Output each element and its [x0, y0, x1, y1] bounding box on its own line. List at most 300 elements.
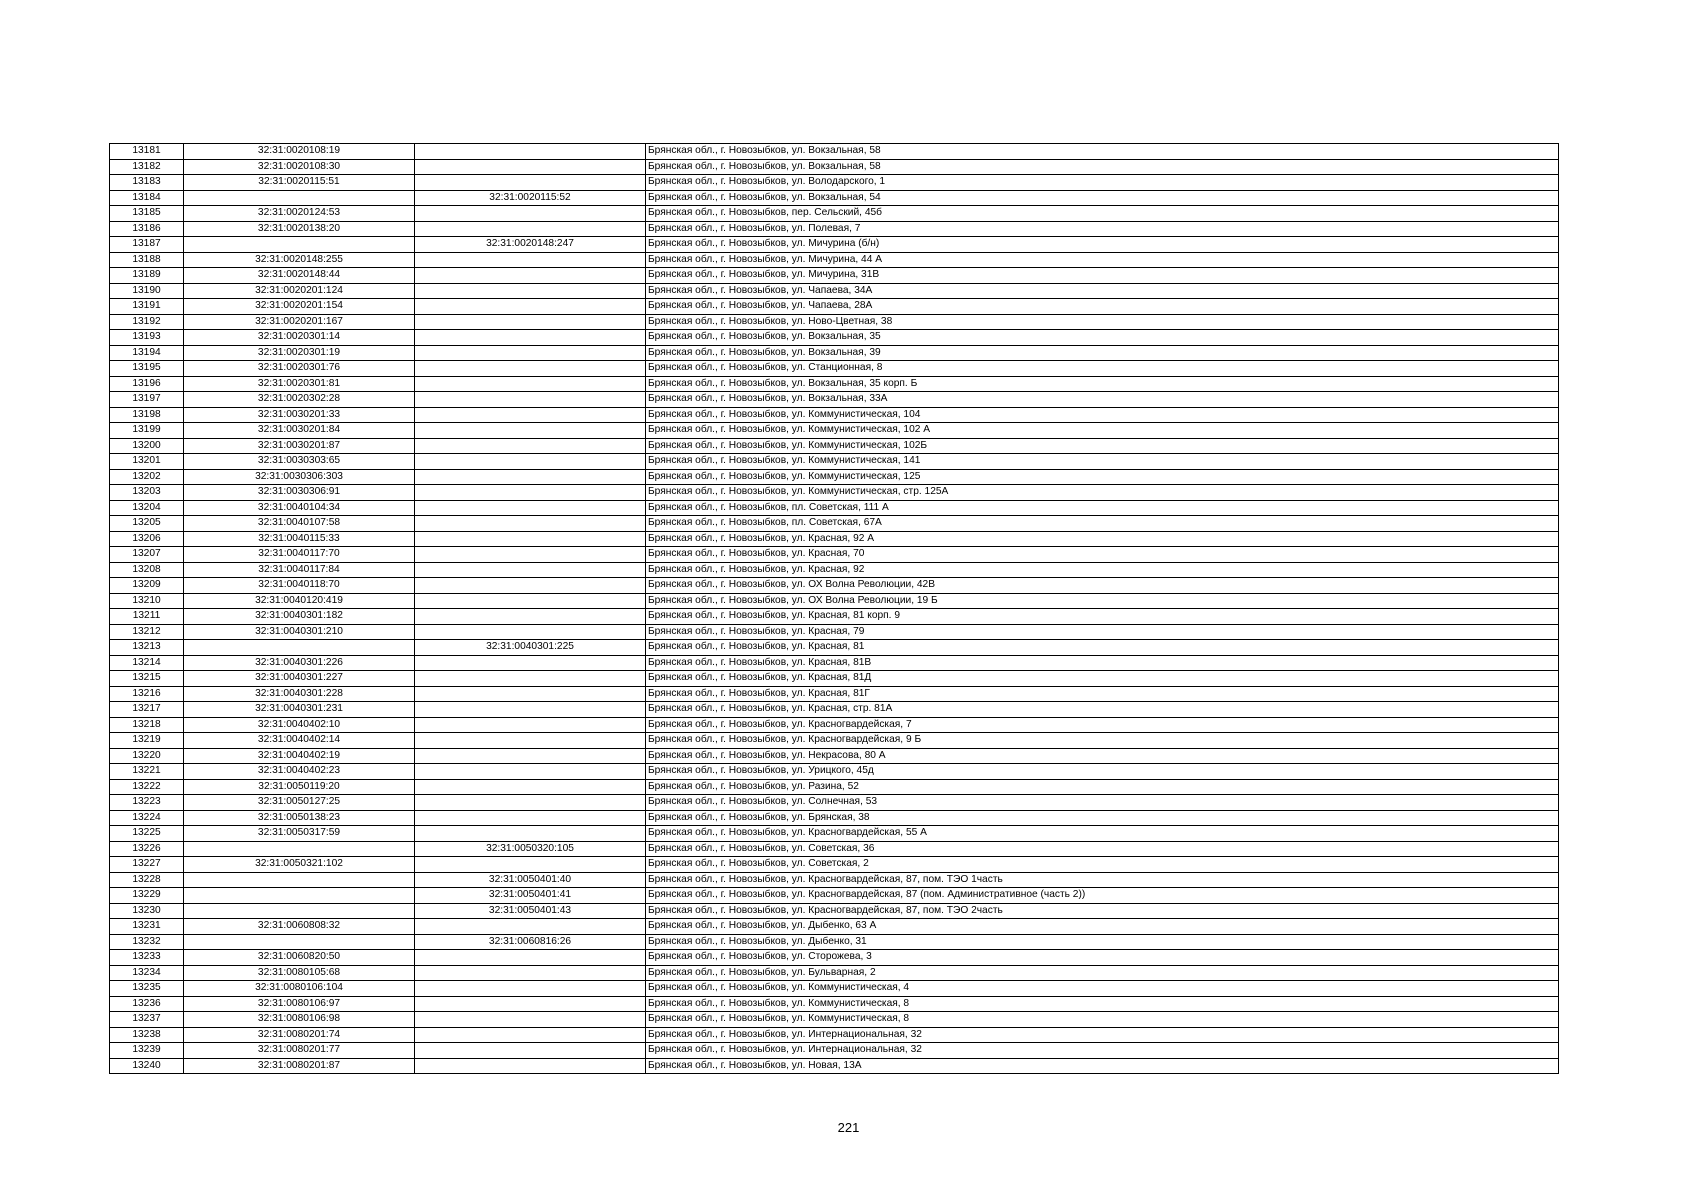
address-cell: Брянская обл., г. Новозыбков, ул. Вокзальная, 54 — [646, 190, 1559, 206]
cadastral-number-alt-cell — [415, 779, 646, 795]
cadastral-number-cell: 32:31:0040115:33 — [184, 531, 415, 547]
row-number-cell: 13232 — [110, 934, 184, 950]
row-number-cell: 13217 — [110, 702, 184, 718]
address-cell: Брянская обл., г. Новозыбков, ул. Вокзальная, 35 — [646, 330, 1559, 346]
address-cell: Брянская обл., г. Новозыбков, ул. Чапаева, 34А — [646, 283, 1559, 299]
row-number-cell: 13186 — [110, 221, 184, 237]
row-number-cell: 13197 — [110, 392, 184, 408]
cadastral-number-cell: 32:31:0020138:20 — [184, 221, 415, 237]
cadastral-number-cell: 32:31:0020108:19 — [184, 144, 415, 160]
cadastral-number-cell: 32:31:0040301:210 — [184, 624, 415, 640]
address-cell: Брянская обл., г. Новозыбков, ул. Интернациональная, 32 — [646, 1027, 1559, 1043]
cadastral-number-cell: 32:31:0060808:32 — [184, 919, 415, 935]
cadastral-number-cell: 32:31:0030303:65 — [184, 454, 415, 470]
cadastral-number-cell — [184, 888, 415, 904]
table-row — [110, 438, 1559, 454]
address-cell: Брянская обл., г. Новозыбков, ул. Чапаева, 28А — [646, 299, 1559, 315]
cadastral-number-cell: 32:31:0020301:14 — [184, 330, 415, 346]
cadastral-number-alt-cell — [415, 686, 646, 702]
cadastral-number-cell: 32:31:0020124:53 — [184, 206, 415, 222]
row-number-cell: 13211 — [110, 609, 184, 625]
cadastral-number-alt-cell — [415, 810, 646, 826]
address-cell: Брянская обл., г. Новозыбков, ул. Вокзальная, 33А — [646, 392, 1559, 408]
address-cell: Брянская обл., г. Новозыбков, ул. Красная, 81 — [646, 640, 1559, 656]
cadastral-number-alt-cell — [415, 702, 646, 718]
cadastral-number-alt-cell — [415, 1012, 646, 1028]
cadastral-number-alt-cell — [415, 1043, 646, 1059]
address-cell: Брянская обл., г. Новозыбков, ул. Дыбенко, 31 — [646, 934, 1559, 950]
cadastral-number-alt-cell — [415, 531, 646, 547]
cadastral-number-cell — [184, 903, 415, 919]
table-row — [110, 268, 1559, 284]
address-cell: Брянская обл., г. Новозыбков, ул. Коммунистическая, стр. 125А — [646, 485, 1559, 501]
address-cell: Брянская обл., г. Новозыбков, ул. Мичурина (б/н) — [646, 237, 1559, 253]
address-cell: Брянская обл., г. Новозыбков, ул. Вокзальная, 58 — [646, 144, 1559, 160]
table-row — [110, 919, 1559, 935]
table-body — [110, 144, 1559, 1074]
address-cell: Брянская обл., г. Новозыбков, ул. Коммунистическая, 125 — [646, 469, 1559, 485]
table-row — [110, 578, 1559, 594]
table-row — [110, 609, 1559, 625]
row-number-cell: 13194 — [110, 345, 184, 361]
address-cell: Брянская обл., г. Новозыбков, ул. Мичурина, 31В — [646, 268, 1559, 284]
table-row — [110, 764, 1559, 780]
address-cell: Брянская обл., г. Новозыбков, ул. Красная, 81Г — [646, 686, 1559, 702]
cadastral-number-alt-cell — [415, 717, 646, 733]
table-row — [110, 206, 1559, 222]
cadastral-number-alt-cell — [415, 330, 646, 346]
table-row — [110, 934, 1559, 950]
table-row — [110, 795, 1559, 811]
row-number-cell: 13193 — [110, 330, 184, 346]
cadastral-number-alt-cell: 32:31:0050401:40 — [415, 872, 646, 888]
row-number-cell: 13219 — [110, 733, 184, 749]
table-row — [110, 810, 1559, 826]
cadastral-number-alt-cell — [415, 516, 646, 532]
row-number-cell: 13227 — [110, 857, 184, 873]
cadastral-number-alt-cell — [415, 965, 646, 981]
row-number-cell: 13235 — [110, 981, 184, 997]
table-row — [110, 841, 1559, 857]
cadastral-number-cell: 32:31:0050321:102 — [184, 857, 415, 873]
row-number-cell: 13198 — [110, 407, 184, 423]
cadastral-number-alt-cell — [415, 996, 646, 1012]
table-row — [110, 717, 1559, 733]
row-number-cell: 13240 — [110, 1058, 184, 1074]
cadastral-number-cell: 32:31:0020201:154 — [184, 299, 415, 315]
table-row — [110, 485, 1559, 501]
cadastral-number-cell: 32:31:0040301:231 — [184, 702, 415, 718]
table-row — [110, 376, 1559, 392]
address-cell: Брянская обл., г. Новозыбков, ул. Коммунистическая, 8 — [646, 1012, 1559, 1028]
cadastral-number-cell: 32:31:0030306:303 — [184, 469, 415, 485]
address-cell: Брянская обл., г. Новозыбков, ул. Солнечная, 53 — [646, 795, 1559, 811]
cadastral-number-alt-cell — [415, 159, 646, 175]
cadastral-number-cell: 32:31:0040301:182 — [184, 609, 415, 625]
address-cell: Брянская обл., г. Новозыбков, ул. Коммунистическая, 104 — [646, 407, 1559, 423]
address-cell: Брянская обл., г. Новозыбков, ул. Володарского, 1 — [646, 175, 1559, 191]
table-row — [110, 159, 1559, 175]
row-number-cell: 13200 — [110, 438, 184, 454]
table-row — [110, 1043, 1559, 1059]
table-row — [110, 299, 1559, 315]
address-cell: Брянская обл., г. Новозыбков, ул. Красногвардейская, 55 А — [646, 826, 1559, 842]
cadastral-number-cell: 32:31:0020302:28 — [184, 392, 415, 408]
address-cell: Брянская обл., г. Новозыбков, ул. Ново-Цветная, 38 — [646, 314, 1559, 330]
table-row — [110, 454, 1559, 470]
table-row — [110, 547, 1559, 563]
cadastral-number-cell: 32:31:0040117:84 — [184, 562, 415, 578]
row-number-cell: 13202 — [110, 469, 184, 485]
address-cell: Брянская обл., г. Новозыбков, ул. Урицкого, 45д — [646, 764, 1559, 780]
address-cell: Брянская обл., г. Новозыбков, ул. Полевая, 7 — [646, 221, 1559, 237]
table-row — [110, 888, 1559, 904]
table-row — [110, 516, 1559, 532]
row-number-cell: 13230 — [110, 903, 184, 919]
cadastral-number-alt-cell — [415, 485, 646, 501]
table-row — [110, 283, 1559, 299]
row-number-cell: 13207 — [110, 547, 184, 563]
address-cell: Брянская обл., г. Новозыбков, ул. ОХ Волна Революции, 42В — [646, 578, 1559, 594]
cadastral-number-cell: 32:31:0060820:50 — [184, 950, 415, 966]
cadastral-number-cell: 32:31:0050317:59 — [184, 826, 415, 842]
address-cell: Брянская обл., г. Новозыбков, ул. Мичурина, 44 А — [646, 252, 1559, 268]
table-row — [110, 407, 1559, 423]
table-row — [110, 903, 1559, 919]
cadastral-number-cell: 32:31:0080106:104 — [184, 981, 415, 997]
address-cell: Брянская обл., г. Новозыбков, ул. ОХ Волна Революции, 19 Б — [646, 593, 1559, 609]
address-cell: Брянская обл., г. Новозыбков, ул. Красногвардейская, 87, пом. ТЭО 2часть — [646, 903, 1559, 919]
cadastral-number-cell: 32:31:0020115:51 — [184, 175, 415, 191]
cadastral-number-alt-cell — [415, 268, 646, 284]
row-number-cell: 13222 — [110, 779, 184, 795]
table-row — [110, 593, 1559, 609]
cadastral-number-cell — [184, 237, 415, 253]
cadastral-number-alt-cell — [415, 981, 646, 997]
cadastral-number-cell: 32:31:0050127:25 — [184, 795, 415, 811]
cadastral-number-alt-cell: 32:31:0060816:26 — [415, 934, 646, 950]
address-cell: Брянская обл., г. Новозыбков, ул. Советская, 2 — [646, 857, 1559, 873]
table-row — [110, 392, 1559, 408]
cadastral-number-alt-cell — [415, 733, 646, 749]
cadastral-number-cell: 32:31:0040120:419 — [184, 593, 415, 609]
address-cell: Брянская обл., г. Новозыбков, ул. Станционная, 8 — [646, 361, 1559, 377]
cadastral-number-alt-cell: 32:31:0050320:105 — [415, 841, 646, 857]
cadastral-number-alt-cell — [415, 299, 646, 315]
address-cell: Брянская обл., г. Новозыбков, ул. Красная, стр. 81А — [646, 702, 1559, 718]
cadastral-number-alt-cell — [415, 144, 646, 160]
row-number-cell: 13239 — [110, 1043, 184, 1059]
cadastral-number-alt-cell: 32:31:0050401:41 — [415, 888, 646, 904]
table-row — [110, 469, 1559, 485]
cadastral-number-cell: 32:31:0040118:70 — [184, 578, 415, 594]
cadastral-number-cell: 32:31:0020301:76 — [184, 361, 415, 377]
cadastral-number-alt-cell — [415, 1058, 646, 1074]
cadastral-number-cell: 32:31:0040402:14 — [184, 733, 415, 749]
address-cell: Брянская обл., г. Новозыбков, ул. Новая, 13А — [646, 1058, 1559, 1074]
address-cell: Брянская обл., г. Новозыбков, ул. Красная, 81 корп. 9 — [646, 609, 1559, 625]
address-cell: Брянская обл., г. Новозыбков, пер. Сельский, 45б — [646, 206, 1559, 222]
address-cell: Брянская обл., г. Новозыбков, ул. Красная, 81Д — [646, 671, 1559, 687]
table-row — [110, 221, 1559, 237]
cadastral-number-alt-cell — [415, 857, 646, 873]
cadastral-number-cell: 32:31:0030306:91 — [184, 485, 415, 501]
cadastral-number-cell: 32:31:0040301:228 — [184, 686, 415, 702]
address-cell: Брянская обл., г. Новозыбков, ул. Коммунистическая, 141 — [646, 454, 1559, 470]
row-number-cell: 13210 — [110, 593, 184, 609]
table-row — [110, 423, 1559, 439]
row-number-cell: 13205 — [110, 516, 184, 532]
cadastral-number-cell: 32:31:0020148:44 — [184, 268, 415, 284]
cadastral-number-cell: 32:31:0020201:124 — [184, 283, 415, 299]
cadastral-number-alt-cell: 32:31:0040301:225 — [415, 640, 646, 656]
table-row — [110, 314, 1559, 330]
row-number-cell: 13196 — [110, 376, 184, 392]
cadastral-number-alt-cell — [415, 764, 646, 780]
table-row — [110, 671, 1559, 687]
cadastral-number-cell: 32:31:0050119:20 — [184, 779, 415, 795]
row-number-cell: 13206 — [110, 531, 184, 547]
address-cell: Брянская обл., г. Новозыбков, ул. Красная, 79 — [646, 624, 1559, 640]
table-row — [110, 733, 1559, 749]
address-cell: Брянская обл., г. Новозыбков, ул. Красная, 81В — [646, 655, 1559, 671]
cadastral-number-alt-cell — [415, 438, 646, 454]
address-cell: Брянская обл., г. Новозыбков, ул. Вокзальная, 39 — [646, 345, 1559, 361]
address-cell: Брянская обл., г. Новозыбков, ул. Брянская, 38 — [646, 810, 1559, 826]
table-row — [110, 1027, 1559, 1043]
row-number-cell: 13220 — [110, 748, 184, 764]
table-row — [110, 748, 1559, 764]
row-number-cell: 13192 — [110, 314, 184, 330]
row-number-cell: 13218 — [110, 717, 184, 733]
row-number-cell: 13189 — [110, 268, 184, 284]
cadastral-number-alt-cell — [415, 671, 646, 687]
row-number-cell: 13214 — [110, 655, 184, 671]
table-row — [110, 872, 1559, 888]
cadastral-number-alt-cell — [415, 221, 646, 237]
cadastral-number-alt-cell — [415, 454, 646, 470]
cadastral-number-cell — [184, 872, 415, 888]
address-cell: Брянская обл., г. Новозыбков, ул. Некрасова, 80 А — [646, 748, 1559, 764]
cadastral-number-cell — [184, 841, 415, 857]
cadastral-number-alt-cell — [415, 314, 646, 330]
table-row — [110, 531, 1559, 547]
cadastral-number-cell: 32:31:0040117:70 — [184, 547, 415, 563]
address-cell: Брянская обл., г. Новозыбков, ул. Красногвардейская, 87 (пом. Административное (часть 2)) — [646, 888, 1559, 904]
cadastral-number-alt-cell — [415, 1027, 646, 1043]
cadastral-number-cell: 32:31:0080106:97 — [184, 996, 415, 1012]
cadastral-number-cell: 32:31:0020201:167 — [184, 314, 415, 330]
address-cell: Брянская обл., г. Новозыбков, ул. Коммунистическая, 102Б — [646, 438, 1559, 454]
table-row — [110, 981, 1559, 997]
cadastral-number-cell: 32:31:0080106:98 — [184, 1012, 415, 1028]
table-row — [110, 361, 1559, 377]
address-cell: Брянская обл., г. Новозыбков, ул. Красная, 92 — [646, 562, 1559, 578]
address-cell: Брянская обл., г. Новозыбков, ул. Бульварная, 2 — [646, 965, 1559, 981]
cadastral-number-cell: 32:31:0040301:226 — [184, 655, 415, 671]
table-row — [110, 562, 1559, 578]
cadastral-number-cell — [184, 190, 415, 206]
cadastral-table — [109, 143, 1559, 1074]
row-number-cell: 13234 — [110, 965, 184, 981]
cadastral-number-cell: 32:31:0020108:30 — [184, 159, 415, 175]
address-cell: Брянская обл., г. Новозыбков, ул. Красная, 92 А — [646, 531, 1559, 547]
cadastral-number-alt-cell — [415, 345, 646, 361]
row-number-cell: 13224 — [110, 810, 184, 826]
address-cell: Брянская обл., г. Новозыбков, пл. Советская, 111 А — [646, 500, 1559, 516]
cadastral-number-alt-cell — [415, 423, 646, 439]
cadastral-number-cell: 32:31:0020148:255 — [184, 252, 415, 268]
cadastral-number-alt-cell — [415, 252, 646, 268]
row-number-cell: 13201 — [110, 454, 184, 470]
table-row — [110, 655, 1559, 671]
table-row — [110, 826, 1559, 842]
address-cell: Брянская обл., г. Новозыбков, ул. Советская, 36 — [646, 841, 1559, 857]
address-cell: Брянская обл., г. Новозыбков, ул. Разина, 52 — [646, 779, 1559, 795]
cadastral-number-cell: 32:31:0080201:87 — [184, 1058, 415, 1074]
row-number-cell: 13229 — [110, 888, 184, 904]
address-cell: Брянская обл., г. Новозыбков, ул. Красногвардейская, 9 Б — [646, 733, 1559, 749]
row-number-cell: 13182 — [110, 159, 184, 175]
cadastral-number-alt-cell — [415, 795, 646, 811]
cadastral-number-cell: 32:31:0040402:10 — [184, 717, 415, 733]
address-cell: Брянская обл., г. Новозыбков, ул. Коммунистическая, 4 — [646, 981, 1559, 997]
cadastral-number-alt-cell — [415, 175, 646, 191]
address-cell: Брянская обл., г. Новозыбков, ул. Сторожева, 3 — [646, 950, 1559, 966]
table-row — [110, 1012, 1559, 1028]
cadastral-number-alt-cell: 32:31:0020148:247 — [415, 237, 646, 253]
cadastral-number-cell — [184, 934, 415, 950]
cadastral-number-cell: 32:31:0030201:33 — [184, 407, 415, 423]
row-number-cell: 13231 — [110, 919, 184, 935]
row-number-cell: 13223 — [110, 795, 184, 811]
cadastral-number-alt-cell — [415, 283, 646, 299]
row-number-cell: 13226 — [110, 841, 184, 857]
table-row — [110, 702, 1559, 718]
row-number-cell: 13216 — [110, 686, 184, 702]
cadastral-number-alt-cell — [415, 578, 646, 594]
table-row — [110, 144, 1559, 160]
row-number-cell: 13204 — [110, 500, 184, 516]
row-number-cell: 13221 — [110, 764, 184, 780]
address-cell: Брянская обл., г. Новозыбков, ул. Вокзальная, 35 корп. Б — [646, 376, 1559, 392]
row-number-cell: 13199 — [110, 423, 184, 439]
row-number-cell: 13203 — [110, 485, 184, 501]
cadastral-number-alt-cell — [415, 392, 646, 408]
cadastral-number-cell: 32:31:0080105:68 — [184, 965, 415, 981]
cadastral-number-cell: 32:31:0050138:23 — [184, 810, 415, 826]
cadastral-number-alt-cell — [415, 562, 646, 578]
table-row — [110, 1058, 1559, 1074]
cadastral-number-cell: 32:31:0040402:23 — [184, 764, 415, 780]
cadastral-number-cell: 32:31:0040301:227 — [184, 671, 415, 687]
address-cell: Брянская обл., г. Новозыбков, ул. Коммунистическая, 8 — [646, 996, 1559, 1012]
table-row — [110, 779, 1559, 795]
cadastral-number-alt-cell — [415, 206, 646, 222]
cadastral-number-alt-cell: 32:31:0020115:52 — [415, 190, 646, 206]
cadastral-number-alt-cell — [415, 469, 646, 485]
cadastral-number-cell: 32:31:0080201:77 — [184, 1043, 415, 1059]
row-number-cell: 13212 — [110, 624, 184, 640]
cadastral-number-cell: 32:31:0030201:84 — [184, 423, 415, 439]
row-number-cell: 13236 — [110, 996, 184, 1012]
cadastral-number-alt-cell — [415, 593, 646, 609]
row-number-cell: 13191 — [110, 299, 184, 315]
row-number-cell: 13228 — [110, 872, 184, 888]
cadastral-number-cell: 32:31:0020301:19 — [184, 345, 415, 361]
cadastral-number-cell — [184, 640, 415, 656]
address-cell: Брянская обл., г. Новозыбков, ул. Вокзальная, 58 — [646, 159, 1559, 175]
cadastral-number-alt-cell — [415, 500, 646, 516]
address-cell: Брянская обл., г. Новозыбков, ул. Красногвардейская, 87, пом. ТЭО 1часть — [646, 872, 1559, 888]
row-number-cell: 13195 — [110, 361, 184, 377]
cadastral-number-alt-cell — [415, 624, 646, 640]
row-number-cell: 13213 — [110, 640, 184, 656]
cadastral-number-cell: 32:31:0040402:19 — [184, 748, 415, 764]
cadastral-number-cell: 32:31:0080201:74 — [184, 1027, 415, 1043]
row-number-cell: 13188 — [110, 252, 184, 268]
row-number-cell: 13233 — [110, 950, 184, 966]
cadastral-number-alt-cell — [415, 547, 646, 563]
row-number-cell: 13184 — [110, 190, 184, 206]
address-cell: Брянская обл., г. Новозыбков, ул. Красногвардейская, 7 — [646, 717, 1559, 733]
row-number-cell: 13190 — [110, 283, 184, 299]
table-row — [110, 965, 1559, 981]
row-number-cell: 13187 — [110, 237, 184, 253]
table-row — [110, 640, 1559, 656]
address-cell: Брянская обл., г. Новозыбков, ул. Коммунистическая, 102 А — [646, 423, 1559, 439]
row-number-cell: 13237 — [110, 1012, 184, 1028]
row-number-cell: 13225 — [110, 826, 184, 842]
cadastral-number-alt-cell — [415, 655, 646, 671]
address-cell: Брянская обл., г. Новозыбков, пл. Советская, 67А — [646, 516, 1559, 532]
row-number-cell: 13208 — [110, 562, 184, 578]
table-row — [110, 857, 1559, 873]
table-row — [110, 190, 1559, 206]
cadastral-number-alt-cell — [415, 950, 646, 966]
table-row — [110, 996, 1559, 1012]
row-number-cell: 13183 — [110, 175, 184, 191]
table-row — [110, 500, 1559, 516]
table-row — [110, 330, 1559, 346]
cadastral-number-cell: 32:31:0030201:87 — [184, 438, 415, 454]
cadastral-number-alt-cell — [415, 361, 646, 377]
cadastral-number-alt-cell — [415, 609, 646, 625]
address-cell: Брянская обл., г. Новозыбков, ул. Дыбенко, 63 А — [646, 919, 1559, 935]
row-number-cell: 13185 — [110, 206, 184, 222]
table-row — [110, 237, 1559, 253]
row-number-cell: 13215 — [110, 671, 184, 687]
table-row — [110, 624, 1559, 640]
cadastral-number-alt-cell: 32:31:0050401:43 — [415, 903, 646, 919]
cadastral-number-alt-cell — [415, 748, 646, 764]
table-row — [110, 686, 1559, 702]
table-row — [110, 345, 1559, 361]
cadastral-number-cell: 32:31:0020301:81 — [184, 376, 415, 392]
address-cell: Брянская обл., г. Новозыбков, ул. Красная, 70 — [646, 547, 1559, 563]
cadastral-number-cell: 32:31:0040104:34 — [184, 500, 415, 516]
cadastral-number-alt-cell — [415, 407, 646, 423]
cadastral-number-alt-cell — [415, 376, 646, 392]
row-number-cell: 13238 — [110, 1027, 184, 1043]
row-number-cell: 13209 — [110, 578, 184, 594]
table-row — [110, 175, 1559, 191]
address-cell: Брянская обл., г. Новозыбков, ул. Интернациональная, 32 — [646, 1043, 1559, 1059]
cadastral-number-alt-cell — [415, 826, 646, 842]
table-row — [110, 252, 1559, 268]
cadastral-number-alt-cell — [415, 919, 646, 935]
page-number: 221 — [837, 1120, 860, 1135]
